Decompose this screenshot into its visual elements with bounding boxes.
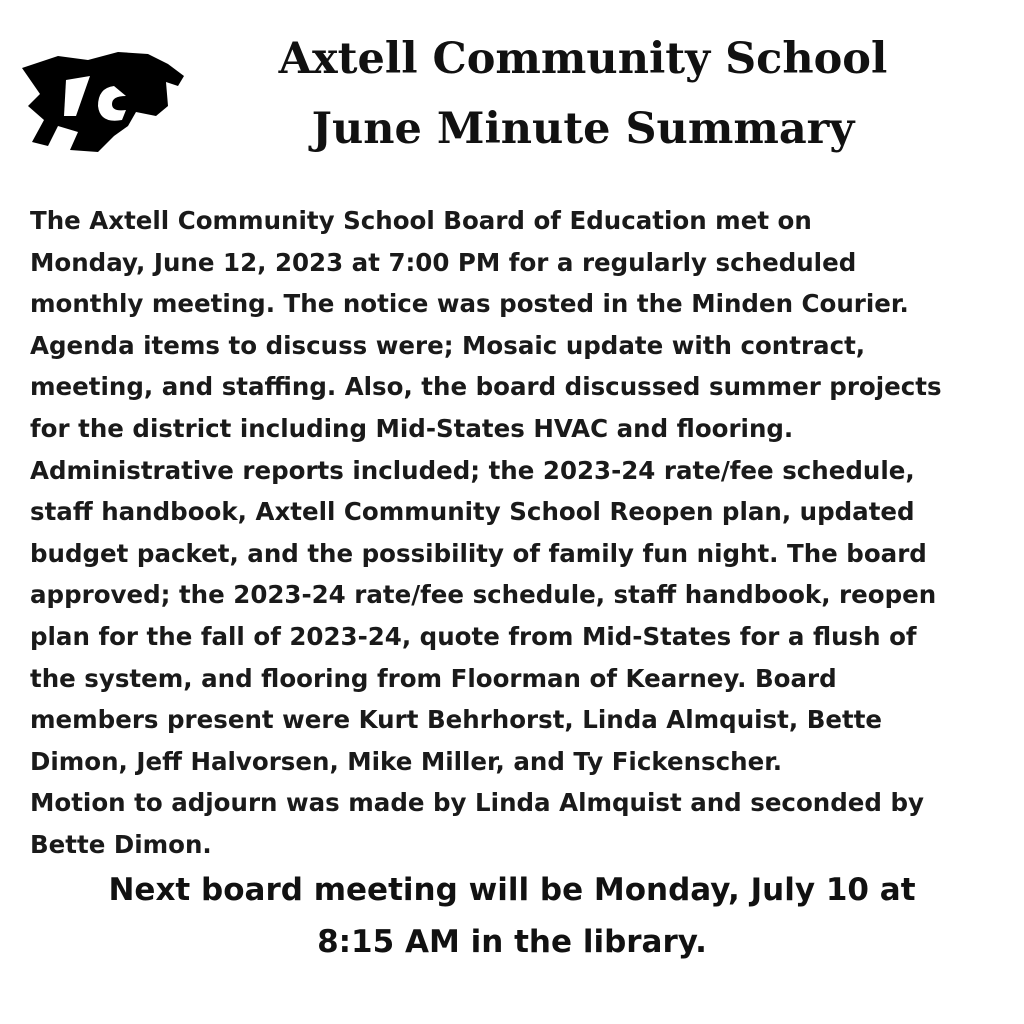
body-line: Motion to adjourn was made by Linda Almquist and seconded by bbox=[30, 788, 924, 818]
next-meeting-line1: Next board meeting will be Monday, July 10 at bbox=[108, 872, 916, 908]
page-title: Axtell Community School bbox=[278, 34, 888, 84]
wildcat-logo-icon bbox=[18, 46, 188, 156]
next-meeting-line2: 8:15 AM in the library. bbox=[317, 924, 707, 960]
body-line: members present were Kurt Behrhorst, Linda Almquist, Bette bbox=[30, 705, 883, 735]
minutes-body bbox=[30, 200, 1010, 866]
body-line: Bette Dimon. bbox=[30, 829, 212, 859]
body-line: budget packet, and the possibility of family fun night. The board bbox=[30, 538, 927, 568]
body-line: monthly meeting. The notice was posted in the Minden Courier. bbox=[30, 289, 909, 319]
body-line: Agenda items to discuss were; Mosaic update with contract, bbox=[30, 330, 866, 360]
body-line: plan for the fall of 2023-24, quote from Mid-States for a flush of bbox=[30, 621, 917, 651]
body-line: Administrative reports included; the 2023-24 rate/fee schedule, bbox=[30, 455, 915, 485]
body-line: The Axtell Community School Board of Education met on bbox=[30, 206, 812, 235]
body-line: Monday, June 12, 2023 at 7:00 PM for a regularly scheduled bbox=[30, 247, 857, 277]
body-line: the system, and flooring from Floorman of Kearney. Board bbox=[30, 663, 837, 693]
body-line: staff handbook, Axtell Community School Reopen plan, updated bbox=[30, 497, 915, 527]
body-line: for the district including Mid-States HVAC and flooring. bbox=[30, 413, 794, 443]
body-line: Dimon, Jeff Halvorsen, Mike Miller, and Ty Fickenscher. bbox=[30, 746, 783, 776]
page-subtitle: June Minute Summary bbox=[311, 104, 855, 154]
body-line: meeting, and staffing. Also, the board discussed summer projects bbox=[30, 372, 942, 402]
body-line: approved; the 2023-24 rate/fee schedule, staff handbook, reopen bbox=[30, 580, 937, 610]
